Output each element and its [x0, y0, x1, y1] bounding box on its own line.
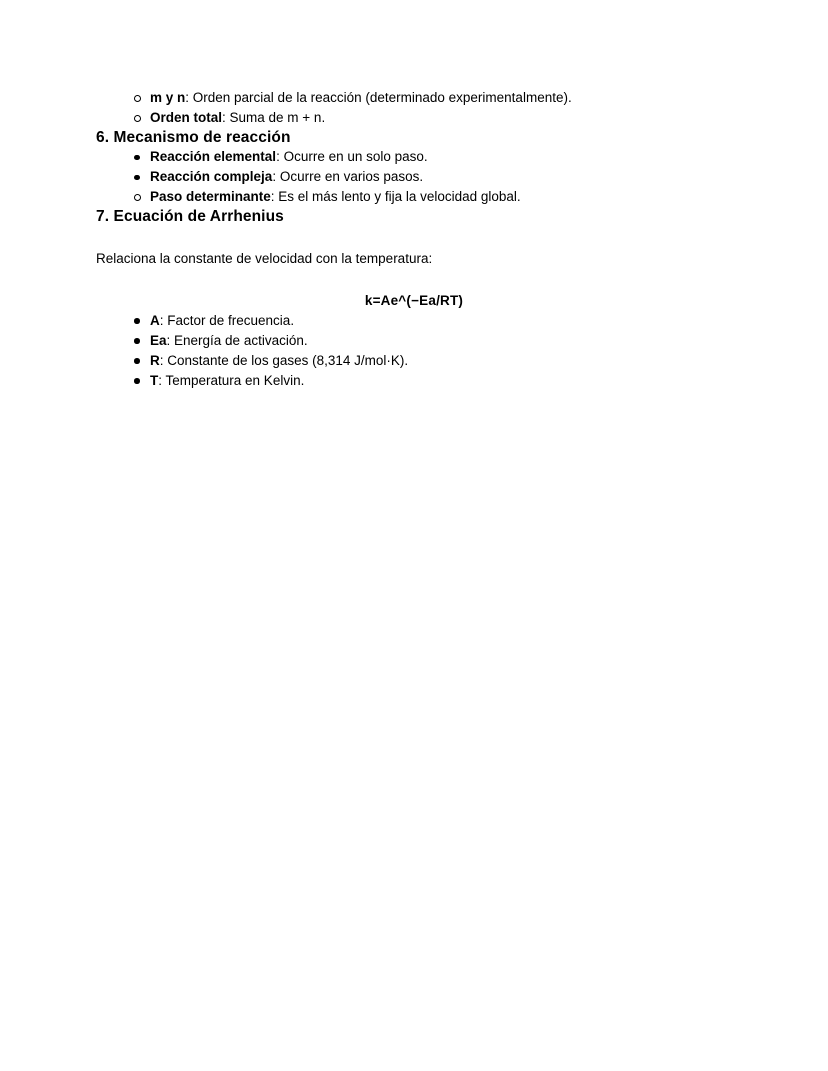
list-item-term: Paso determinante — [150, 189, 271, 205]
document-content — [96, 88, 732, 391]
list-item-text: : Ocurre en varios pasos. — [272, 169, 424, 185]
list-item-text: : Suma de m + n. — [222, 110, 326, 125]
list-item — [128, 351, 732, 371]
list-item — [128, 311, 732, 331]
mechanism-list — [96, 147, 732, 187]
list-item — [128, 147, 732, 167]
partial-order-list — [96, 88, 732, 128]
list-item-term: Reacción compleja — [150, 169, 273, 185]
list-item-text: : Constante de los gases (8,314 J/mol·K). — [159, 352, 409, 368]
list-item-term: Reacción elemental — [150, 149, 277, 165]
list-item-text: : Orden parcial de la reacción (determinado experimentalmente). — [185, 90, 572, 105]
mechanism-sublist — [96, 187, 732, 207]
list-item-text: : Ocurre en un solo paso. — [276, 149, 428, 165]
list-item-term: Orden total — [150, 110, 223, 125]
arrhenius-formula: k=Ae^(−Ea/RT) — [364, 292, 464, 308]
section-6-heading: 6. Mecanismo de reacción — [96, 129, 291, 146]
list-item-text: : Energía de activación. — [166, 332, 308, 348]
list-item-term: Ea — [150, 332, 167, 348]
formula-container — [96, 291, 732, 311]
list-item — [128, 331, 732, 351]
list-item-term: A — [150, 312, 160, 328]
list-item-text: : Es el más lento y fija la velocidad global. — [270, 189, 521, 205]
list-item-text: : Factor de frecuencia. — [159, 312, 295, 328]
list-item-term: R — [150, 352, 160, 368]
section-7-heading: 7. Ecuación de Arrhenius — [96, 208, 284, 226]
list-item — [128, 88, 732, 108]
list-item-text: : Temperatura en Kelvin. — [158, 372, 305, 388]
list-item-term: m y n — [150, 90, 186, 105]
arrhenius-intro: Relaciona la constante de velocidad con la temperatura: — [96, 250, 433, 266]
list-item — [128, 187, 732, 207]
list-item-term: T — [150, 372, 159, 388]
list-item — [128, 108, 732, 128]
arrhenius-terms-list — [96, 311, 732, 391]
list-item — [128, 167, 732, 187]
list-item — [128, 371, 732, 391]
